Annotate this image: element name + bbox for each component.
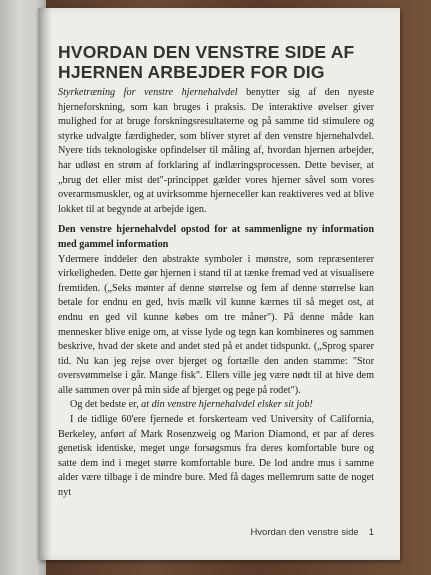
paragraph-3 <box>58 398 374 413</box>
page-footer <box>58 527 374 538</box>
section-subheading: Den venstre hjernehalvdel opstod for at sammenligne ny information med gammel information <box>58 224 374 250</box>
running-footer-title: Hvordan den venstre side <box>250 527 359 538</box>
title-line-2: HJERNEN ARBEJDER FOR DIG <box>58 62 325 82</box>
paragraph-2: Ydermere inddeler den abstrakte symboler i mønstre, som repræsenterer virkeligheden. Dette gør hjernen i stand til at tænke fremad ved at visualisere fremtiden. („Seks mønter af denne størrelse og fem af denne størrelse kan betale for endnu en ged, hvis mælk vil kunne kærnes til så meget ost, at endnu en ged vil kunne købes om tre måner"). På denne måde kan mennesker blive enige om, at visse lyde og tegn kan kombineres og sammen beskrive, hvad der skete and andet sted på et andet tidspunkt. („Sprog sparer tid. Nu kan jeg rejse over bjerget og fortælle den anden stamme: "Stor oversvømmelse i går. Mange fisk". Ellers ville jeg være nødt til at hive dem alle sammen over på min side af bjerget og pege på rodet"). <box>58 253 374 396</box>
paragraph-intro-text: benytter sig af den nyeste hjerneforskning, som kan bruges i praksis. De interaktive øvelser giver mulighed for at bruge forskningsresultaterne og på samme tid stimulere og styrke udvalgte færdigheder, som bliver styret af den venstre hjernehalvdel. Nyere tids teknologiske opfindelser til måling af, hvordan hjernen arbejder, har udløst en strøm af forklaring af indlæringsprocessen. Dette beviser, at „brug det eller mist det"-princippet gælder vores hjerner såvel som vores overarmsmuskler, og at uvirksomme hjerneceller kan reaktiveres ved at blive lokket til at begynde at arbejde igen. <box>58 87 374 215</box>
title-line-1: HVORDAN DEN VENSTRE SIDE AF <box>58 42 355 62</box>
spine-shadow <box>38 8 52 560</box>
body-text <box>58 86 374 501</box>
page-number: 1 <box>368 527 374 538</box>
book-title-italic: Styrketræning for venstre hjernehalvdel <box>58 87 238 98</box>
page-title <box>58 42 378 82</box>
paragraph-4: I de tidlige 60'ere fjernede et forskerteam ved University of California, Berkeley, anført af Mark Rosenzweig og Marion Diamond, et par af deres genetisk identiske, meget unge forsøgsmus fra deres komfortable bure og satte dem ind i meget større komfortable bure. De lod andre mus i samme alder være tilbage i de mindre bure. Med få dages mellemrum satte de noget nyt <box>58 414 374 499</box>
paragraph-3-start: Og det bedste er, <box>70 399 142 411</box>
paragraph-3-italic: at din venstre hjernehalvdel elsker sit job! <box>141 399 313 411</box>
paragraph-intro <box>58 86 374 217</box>
